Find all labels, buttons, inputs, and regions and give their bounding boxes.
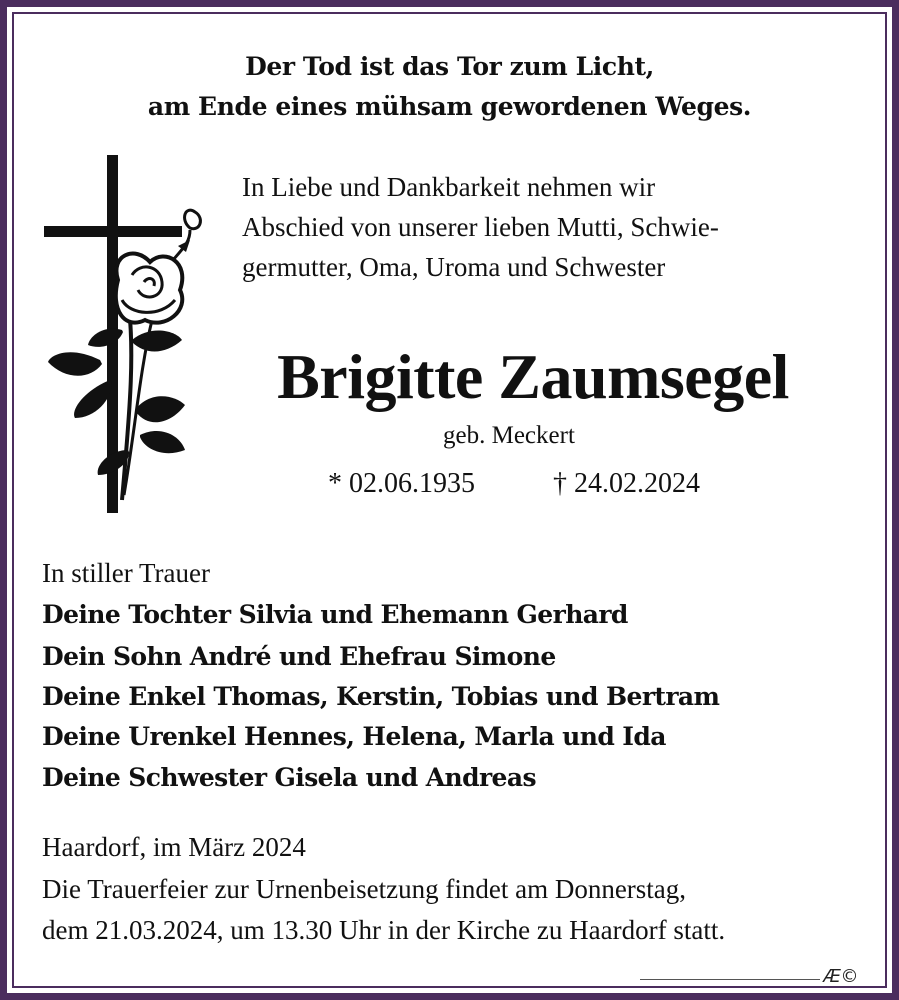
cross-with-rose-icon (40, 150, 205, 520)
motto-line-2: am Ende eines mühsam gewordenen Weges. (147, 92, 752, 121)
deceased-name: Brigitte Zaumsegel (277, 341, 789, 412)
death-date: † 24.02.2024 (553, 468, 700, 499)
maiden-name: geb. Meckert (443, 422, 575, 449)
signature-line (640, 979, 820, 980)
designer-signature: Æ© (823, 966, 859, 987)
place-date: Haardorf, im März 2024 (42, 832, 306, 862)
motto-line-1: Der Tod ist das Tor zum Licht, (245, 52, 654, 81)
intro-line-3: germutter, Oma, Uroma und Schwester (242, 252, 666, 282)
relative-line: Dein Sohn André und Ehefrau Simone (42, 642, 556, 671)
relative-line: Deine Schwester Gisela und Andreas (42, 763, 536, 792)
mourning-heading: In stiller Trauer (42, 558, 210, 588)
funeral-info-line-2: dem 21.03.2024, um 13.30 Uhr in der Kirche zu Haardorf statt. (42, 915, 726, 945)
relative-line: Deine Tochter Silvia und Ehemann Gerhard (42, 600, 628, 629)
intro-line-1: In Liebe und Dankbarkeit nehmen wir (242, 172, 656, 202)
birth-date: * 02.06.1935 (328, 468, 475, 499)
relative-line: Deine Enkel Thomas, Kerstin, Tobias und Bertram (42, 682, 720, 711)
funeral-info-line-1: Die Trauerfeier zur Urnenbeisetzung findet am Donnerstag, (42, 874, 687, 904)
relative-line: Deine Urenkel Hennes, Helena, Marla und Ida (42, 722, 666, 751)
intro-line-2: Abschied von unserer lieben Mutti, Schwie- (242, 212, 719, 242)
cross-horizontal-beam (44, 226, 182, 237)
